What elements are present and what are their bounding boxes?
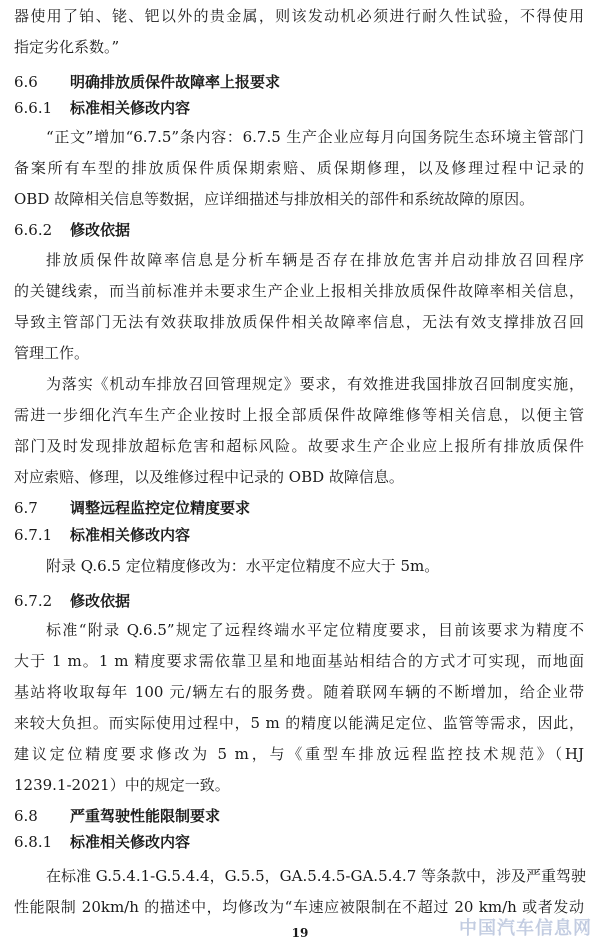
line-7: OBD 故障相关信息等数据，应详细描述与排放相关的部件和系统故障的原因。: [14, 190, 535, 208]
heading-title: 调整远程监控定位精度要求: [70, 499, 251, 517]
heading-6-8: [14, 806, 220, 826]
line-2: 指定劣化系数。”: [14, 38, 120, 56]
heading-number: 6.7.1: [14, 526, 53, 544]
heading-title: 标准相关修改内容: [70, 833, 191, 851]
line-10: 的关键线索，而当前标准并未要求生产企业上报相关排放质保件故障率相关信息，: [14, 282, 584, 300]
line-13: 为落实《机动车排放召回管理规定》要求，有效推进我国排放召回制度实施，: [46, 375, 584, 393]
heading-number: 6.6.1: [14, 99, 53, 117]
line-25: 建议定位精度要求修改为 5 m，与《重型车排放远程监控技术规范》（HJ: [14, 745, 584, 763]
line-9: 排放质保件故障率信息是分析车辆是否存在排放危害并启动排放召回程序: [46, 251, 584, 269]
line-14: 需进一步细化汽车生产企业按时上报全部质保件故障维修等相关信息，以便主管: [14, 406, 584, 424]
line-11: 导致主管部门无法有效获取排放质保件相关故障率信息，无法有效支撑排放召回: [14, 313, 584, 331]
line-19: 附录 Q.6.5 定位精度修改为：水平定位精度不应大于 5m。: [46, 557, 440, 575]
line-1: 器使用了铂、铑、钯以外的贵金属，则该发动机必须进行耐久性试验，不得使用: [14, 7, 584, 25]
line-16: 对应索赔、修理，以及维修过程中记录的 OBD 故障信息。: [14, 468, 404, 486]
heading-title: 标准相关修改内容: [70, 526, 191, 544]
heading-6-6-1: [14, 98, 190, 118]
heading-title: 严重驾驶性能限制要求: [70, 807, 221, 825]
heading-number: 6.7: [14, 499, 38, 517]
heading-number: 6.7.2: [14, 592, 53, 610]
heading-number: 6.8.1: [14, 833, 53, 851]
line-24: 来较大负担。而实际使用过程中，5 m 的精度以能满足定位、监管等需求，因此，: [14, 714, 584, 732]
heading-title: 修改依据: [70, 221, 131, 239]
heading-6-8-1: [14, 832, 190, 852]
heading-6-6: [14, 72, 280, 92]
heading-title: 修改依据: [70, 592, 131, 610]
watermark-logo: 中国汽车信息网: [459, 918, 592, 939]
heading-6-7-2: [14, 591, 130, 611]
line-22: 大于 1 m。1 m 精度要求需依靠卫星和地面基站相结合的方式才可实现，而地面: [14, 652, 584, 670]
line-23: 基站将收取每年 100 元/辆左右的服务费。随着联网车辆的不断增加，给企业带: [14, 683, 584, 701]
heading-title: 标准相关修改内容: [70, 99, 191, 117]
heading-number: 6.6: [14, 73, 38, 91]
line-6: 备案所有车型的排放质保件质保期索赔、质保期修理，以及修理过程中记录的: [14, 159, 584, 177]
line-5: “正文”增加“6.7.5”条内容：6.7.5 生产企业应每月向国务院生态环境主管部门: [46, 128, 584, 146]
heading-6-7-1: [14, 525, 190, 545]
heading-6-6-2: [14, 220, 130, 240]
line-15: 部门及时发现排放超标危害和超标风险。故要求生产企业应上报所有排放质保件: [14, 437, 584, 455]
heading-number: 6.8: [14, 807, 38, 825]
heading-number: 6.6.2: [14, 221, 53, 239]
line-29: 在标准 G.5.4.1-G.5.4.4，G.5.5，GA.5.4.5-GA.5.4.7 等条款中，涉及严重驾驶: [46, 867, 587, 885]
page-number: 19: [291, 926, 309, 940]
line-21: 标准“附录 Q.6.5”规定了远程终端水平定位精度要求，目前该要求为精度不: [46, 621, 584, 639]
line-30: 性能限制 20km/h 的描述中，均修改为“车速应被限制在不超过 20 km/h 或者发动: [14, 898, 584, 916]
heading-6-7: [14, 498, 250, 518]
line-12: 管理工作。: [14, 344, 90, 362]
line-26: 1239.1-2021）中的规定一致。: [14, 776, 230, 794]
heading-title: 明确排放质保件故障率上报要求: [70, 73, 281, 91]
